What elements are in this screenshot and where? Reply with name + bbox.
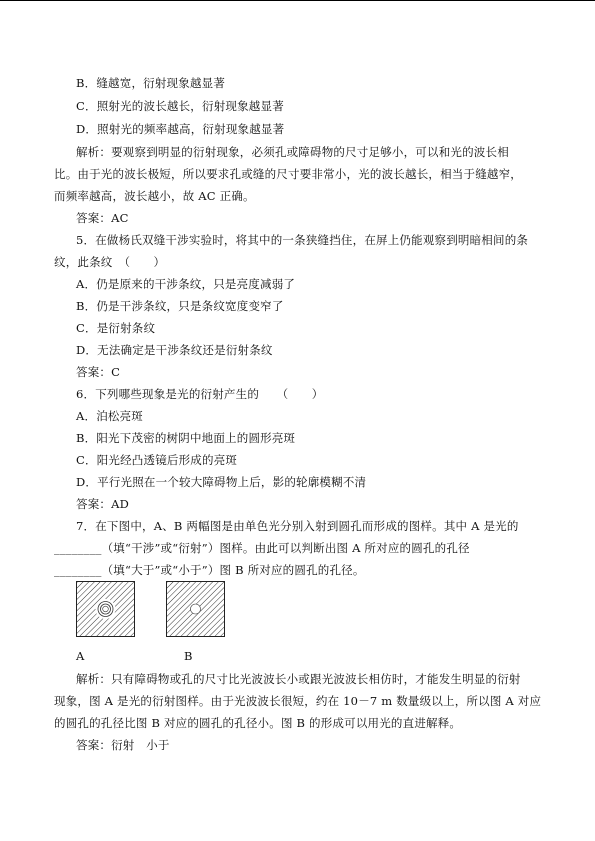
- q5-option-b: B．仍是干涉条纹，只是条纹宽度变窄了: [76, 299, 284, 313]
- q4-answer: 答案：AC: [76, 211, 129, 225]
- q7-answer: 答案：衍射 小于: [76, 738, 170, 752]
- q6-option-c: C．阳光经凸透镜后形成的亮斑: [76, 453, 238, 467]
- q4-option-b: B．缝越宽，衍射现象越显著: [76, 76, 226, 90]
- q6-answer: 答案：AD: [76, 497, 130, 511]
- q7-analysis-line-2: 现象，图 A 是光的衍射图样。由于光波波长很短，约在 10－7 m 数量级以上，所以图 A 对应: [54, 694, 542, 708]
- figure-b-circular-spot: [166, 581, 225, 637]
- figure-a-diffraction-pattern: [76, 581, 135, 637]
- q7-stem-line-1: 7．在下图中，A、B 两幅图是由单色光分别入射到圆孔而形成的图样。其中 A 是光的: [76, 519, 519, 533]
- q4-analysis-line-2: 比。由于光的波长极短，所以要求孔或缝的尺寸要非常小，光的波长越长，相当于缝越窄，: [54, 167, 522, 181]
- q6-option-d: D．平行光照在一个较大障碍物上后，影的轮廓模糊不清: [76, 475, 367, 489]
- q6-option-b: B．阳光下茂密的树阴中地面上的圆形亮斑: [76, 431, 296, 445]
- top-rule: [0, 0, 595, 1]
- q6-stem: 6．下列哪些现象是光的衍射产生的 （ ）: [76, 387, 324, 401]
- q7-analysis-line-3: 的圆孔的孔径比图 B 对应的圆孔的孔径小。图 B 的形成可以用光的直进解释。: [54, 716, 462, 730]
- q5-option-d: D．无法确定是干涉条纹还是衍射条纹: [76, 343, 273, 357]
- q7-stem-line-3: ________（填“大于”或“小于”）图 B 所对应的圆孔的孔径。: [54, 563, 365, 577]
- q5-option-a: A．仍是原来的干涉条纹，只是亮度减弱了: [76, 277, 296, 291]
- q6-option-a: A．泊松亮斑: [76, 409, 144, 423]
- q7-stem-line-2: ________（填“干涉”或“衍射”）图样。由此可以判断出图 A 所对应的圆孔的孔径: [54, 541, 470, 555]
- q5-answer: 答案：C: [76, 365, 121, 379]
- diffraction-figures: [76, 581, 276, 661]
- q7-analysis-line-1: 解析：只有障碍物或孔的尺寸比光波波长小或跟光波波长相仿时，才能发生明显的衍射: [76, 672, 521, 686]
- figure-a-label: A: [76, 649, 85, 663]
- q4-analysis-line-3: 而频率越高，波长越小，故 AC 正确。: [54, 189, 255, 203]
- q4-analysis-line-1: 解析：要观察到明显的衍射现象，必须孔或障碍物的尺寸足够小，可以和光的波长相: [76, 145, 509, 159]
- figure-b-label: B: [184, 649, 193, 663]
- q5-stem-line-1: 5．在做杨氏双缝干涉实验时，将其中的一条狭缝挡住，在屏上仍能观察到明暗相间的条: [76, 233, 529, 247]
- q4-option-c: C．照射光的波长越长，衍射现象越显著: [76, 99, 284, 113]
- q5-stem-line-2: 纹，此条纹 （ ）: [54, 255, 166, 269]
- q4-option-d: D．照射光的频率越高，衍射现象越显著: [76, 122, 285, 136]
- q5-option-c: C．是衍射条纹: [76, 321, 156, 335]
